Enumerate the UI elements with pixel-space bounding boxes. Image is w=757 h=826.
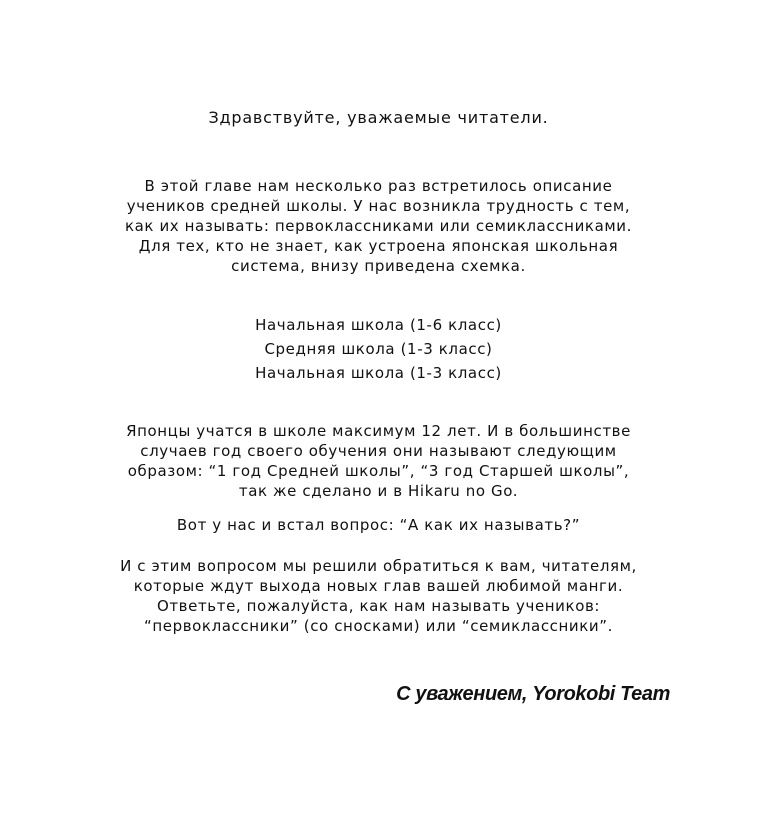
intro-line: как их называть: первоклассниками или семиклассниками. [124,217,633,235]
explanation-line: Японцы учатся в школе максимум 12 лет. И в большинстве [126,422,631,440]
explanation-line: образом: “1 год Средней школы”, “3 год Старшей школы”, [127,462,630,480]
question-line: Вот у нас и встал вопрос: “А как их называть?” [176,516,581,534]
appeal-line: Ответьте, пожалуйста, как нам называть учеников: [156,597,601,615]
greeting-heading: Здравствуйте, уважаемые читатели. [208,108,549,127]
appeal-line: “первоклассники” (со сносками) или “семиклассники”. [143,617,614,635]
explanation-line: так же сделано и в Hikaru no Go. [238,482,519,500]
intro-line: Для тех, кто не знает, как устроена японская школьная [138,237,619,255]
school-level-primary: Начальная школа (1-6 класс) [255,316,502,334]
school-level-middle: Средняя школа (1-3 класс) [264,340,493,358]
intro-line: система, внизу приведена схемка. [231,257,526,275]
explanation-line: случаев год своего обучения они называют следующим [140,442,617,460]
school-level-high: Начальная школа (1-3 класс) [255,364,502,382]
appeal-line: которые ждут выхода новых глав вашей любимой манги. [133,577,624,595]
signature: С уважением, Yorokobi Team [396,683,670,705]
appeal-line: И с этим вопросом мы решили обратиться к вам, читателям, [120,557,637,575]
intro-line: учеников средней школы. У нас возникла трудность с тем, [126,197,631,215]
intro-line: В этой главе нам несколько раз встретилось описание [144,177,613,195]
